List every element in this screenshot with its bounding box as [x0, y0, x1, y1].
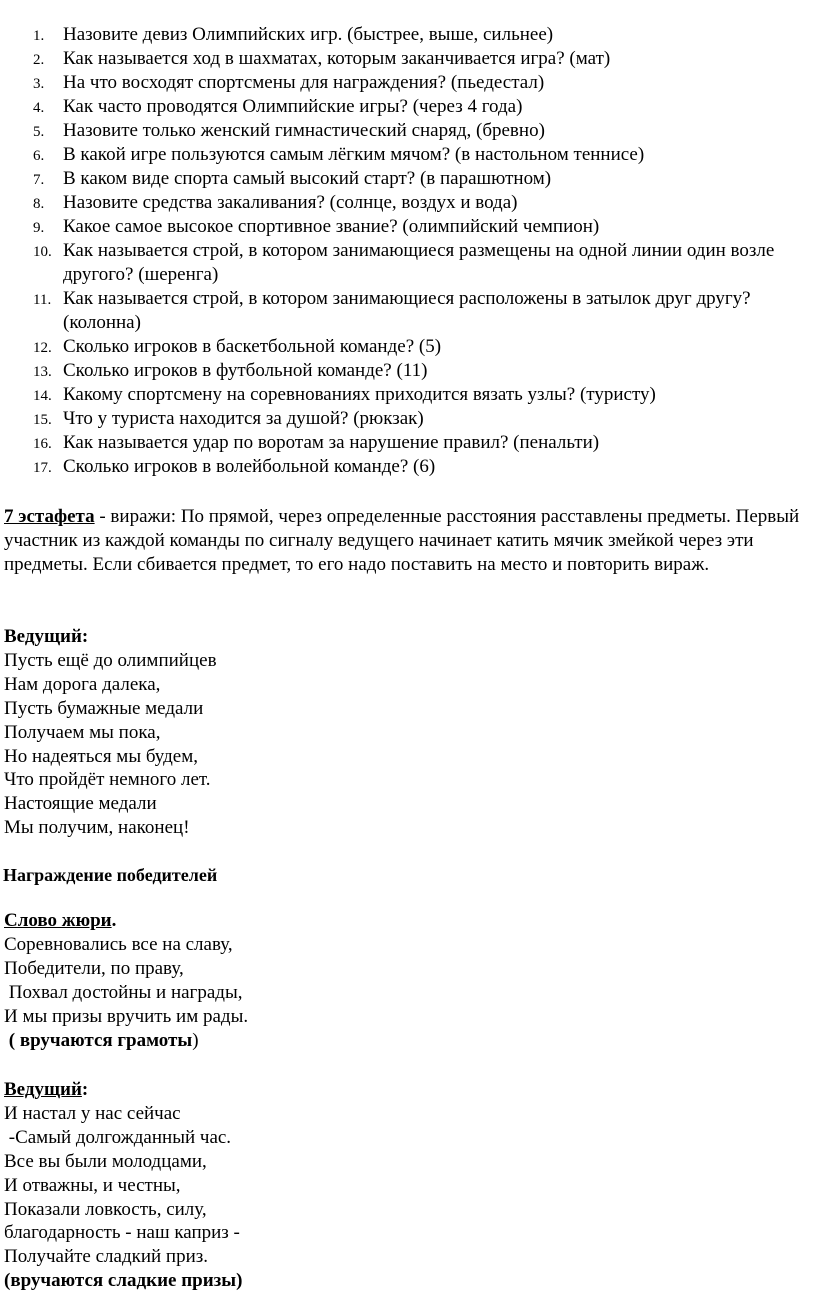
relay-description	[4, 505, 812, 578]
verse-line: Соревновались все на славу,	[4, 933, 233, 955]
host-stanza-1	[4, 625, 217, 840]
verse-line: Настоящие медали	[4, 793, 157, 815]
verse-line: благодарность - наш каприз -	[4, 1222, 240, 1244]
verse-line: Мы получим, наконец!	[4, 817, 190, 839]
quiz-question	[0, 287, 816, 335]
jury-stanza	[4, 909, 248, 1052]
verse-line: И отважны, и честны,	[4, 1174, 181, 1196]
quiz-question	[0, 239, 816, 287]
question-text: Сколько игроков в баскетбольной команде? (5)	[63, 336, 442, 357]
question-text: Какому спортсмену на соревнованиях приходится вязать узлы? (туристу)	[63, 384, 656, 405]
verse-line: Показали ловкость, силу,	[4, 1198, 207, 1220]
question-number: 9.	[33, 220, 45, 236]
question-number: 17.	[33, 460, 52, 476]
quiz-question	[0, 143, 816, 167]
question-text: Назовите девиз Олимпийских игр. (быстрее, выше, сильнее)	[63, 24, 554, 45]
quiz-question	[0, 95, 816, 119]
speaker-suffix: :	[81, 1079, 89, 1100]
question-number: 7.	[33, 172, 45, 188]
question-text: Как называется ход в шахматах, которым заканчивается игра? (мат)	[63, 48, 611, 69]
verse-line: И мы призы вручить им рады.	[4, 1005, 249, 1027]
question-number: 8.	[33, 196, 45, 212]
quiz-question	[0, 455, 816, 479]
question-text: Что у туриста находится за душой? (рюкзак)	[63, 408, 424, 429]
quiz-question	[0, 23, 816, 47]
quiz-question-list	[0, 23, 816, 479]
stage-direction	[4, 1029, 248, 1053]
speaker-label	[4, 909, 248, 933]
quiz-question	[0, 191, 816, 215]
verse-line: И настал у нас сейчас	[4, 1102, 181, 1124]
jury-speaker: Слово жюри	[4, 910, 112, 931]
stage-direction: (вручаются сладкие призы)	[4, 1270, 243, 1292]
question-number: 16.	[33, 436, 52, 452]
speaker-suffix: .	[111, 910, 117, 931]
question-text: Назовите средства закаливания? (солнце, воздух и вода)	[63, 192, 518, 213]
question-number: 5.	[33, 124, 45, 140]
question-number: 4.	[33, 100, 45, 116]
quiz-question	[0, 335, 816, 359]
question-text: Сколько игроков в футбольной команде? (11)	[63, 360, 428, 381]
verse-line: Нам дорога далека,	[4, 673, 161, 695]
question-text: Сколько игроков в волейбольной команде? (6)	[63, 456, 436, 477]
question-number: 14.	[33, 388, 52, 404]
question-text: Какое самое высокое спортивное звание? (олимпийский чемпион)	[63, 216, 600, 237]
quiz-question	[0, 71, 816, 95]
question-text: Как часто проводятся Олимпийские игры? (через 4 года)	[63, 96, 523, 117]
quiz-question	[0, 407, 816, 431]
question-number: 13.	[33, 364, 52, 380]
verse-line: Пусть ещё до олимпийцев	[4, 649, 217, 671]
speaker-label	[4, 1078, 242, 1102]
awards-title: Награждение победителей	[3, 865, 218, 885]
question-number: 1.	[33, 28, 45, 44]
stage-direction-text: ( вручаются грамоты	[4, 1029, 193, 1051]
verse-line: Получайте сладкий приз.	[4, 1246, 209, 1268]
question-number: 11.	[33, 292, 52, 308]
host-stanza-2	[4, 1078, 242, 1293]
question-text: В какой игре пользуются самым лёгким мячом? (в настольном теннисе)	[63, 144, 645, 165]
verse-line: Все вы были молодцами,	[4, 1150, 207, 1172]
quiz-question	[0, 119, 816, 143]
question-number: 15.	[33, 412, 52, 428]
question-number: 12.	[33, 340, 52, 356]
verse-line: Победители, по праву,	[4, 957, 184, 979]
verse-line: Получаем мы пока,	[4, 721, 161, 743]
quiz-question	[0, 167, 816, 191]
question-text: Как называется удар по воротам за нарушение правил? (пенальти)	[63, 432, 600, 453]
question-number: 6.	[33, 148, 45, 164]
quiz-question	[0, 383, 816, 407]
verse-line: Что пройдёт немного лет.	[4, 769, 211, 791]
question-number: 10.	[33, 244, 52, 260]
stage-direction-close: )	[192, 1029, 199, 1051]
quiz-question	[0, 215, 816, 239]
speaker-label: Ведущий:	[4, 626, 89, 647]
verse-line: Похвал достойны и награды,	[4, 981, 243, 1003]
question-text: В каком виде спорта самый высокий старт? (в парашютном)	[63, 168, 552, 189]
question-text: Назовите только женский гимнастический снаряд, (бревно)	[63, 120, 545, 141]
verse-line: Но надеяться мы будем,	[4, 745, 198, 767]
question-number: 3.	[33, 76, 45, 92]
quiz-question	[0, 431, 816, 455]
quiz-question	[0, 359, 816, 383]
question-text: Как называется строй, в котором занимающиеся расположены в затылок друг другу? (колонна)	[63, 288, 751, 333]
question-number: 2.	[33, 52, 45, 68]
question-text: На что восходят спортсмены для награждения? (пьедестал)	[63, 72, 545, 93]
relay-heading: 7 эстафета	[4, 506, 95, 527]
question-text: Как называется строй, в котором занимающиеся размещены на одной линии один возле другого? (шеренга)	[63, 240, 775, 285]
quiz-question	[0, 47, 816, 71]
verse-line: -Самый долгожданный час.	[4, 1126, 232, 1148]
verse-line: Пусть бумажные медали	[4, 697, 204, 719]
host-speaker: Ведущий	[4, 1079, 82, 1100]
relay-body: - виражи: По прямой, через определенные расстояния расставлены предметы. Первый участник из каждой команды по сигналу ведущего начинает катить мячик змейкой через эти предметы. Если сбивается предмет, то его надо поставить на место и повторить вираж.	[4, 506, 800, 576]
